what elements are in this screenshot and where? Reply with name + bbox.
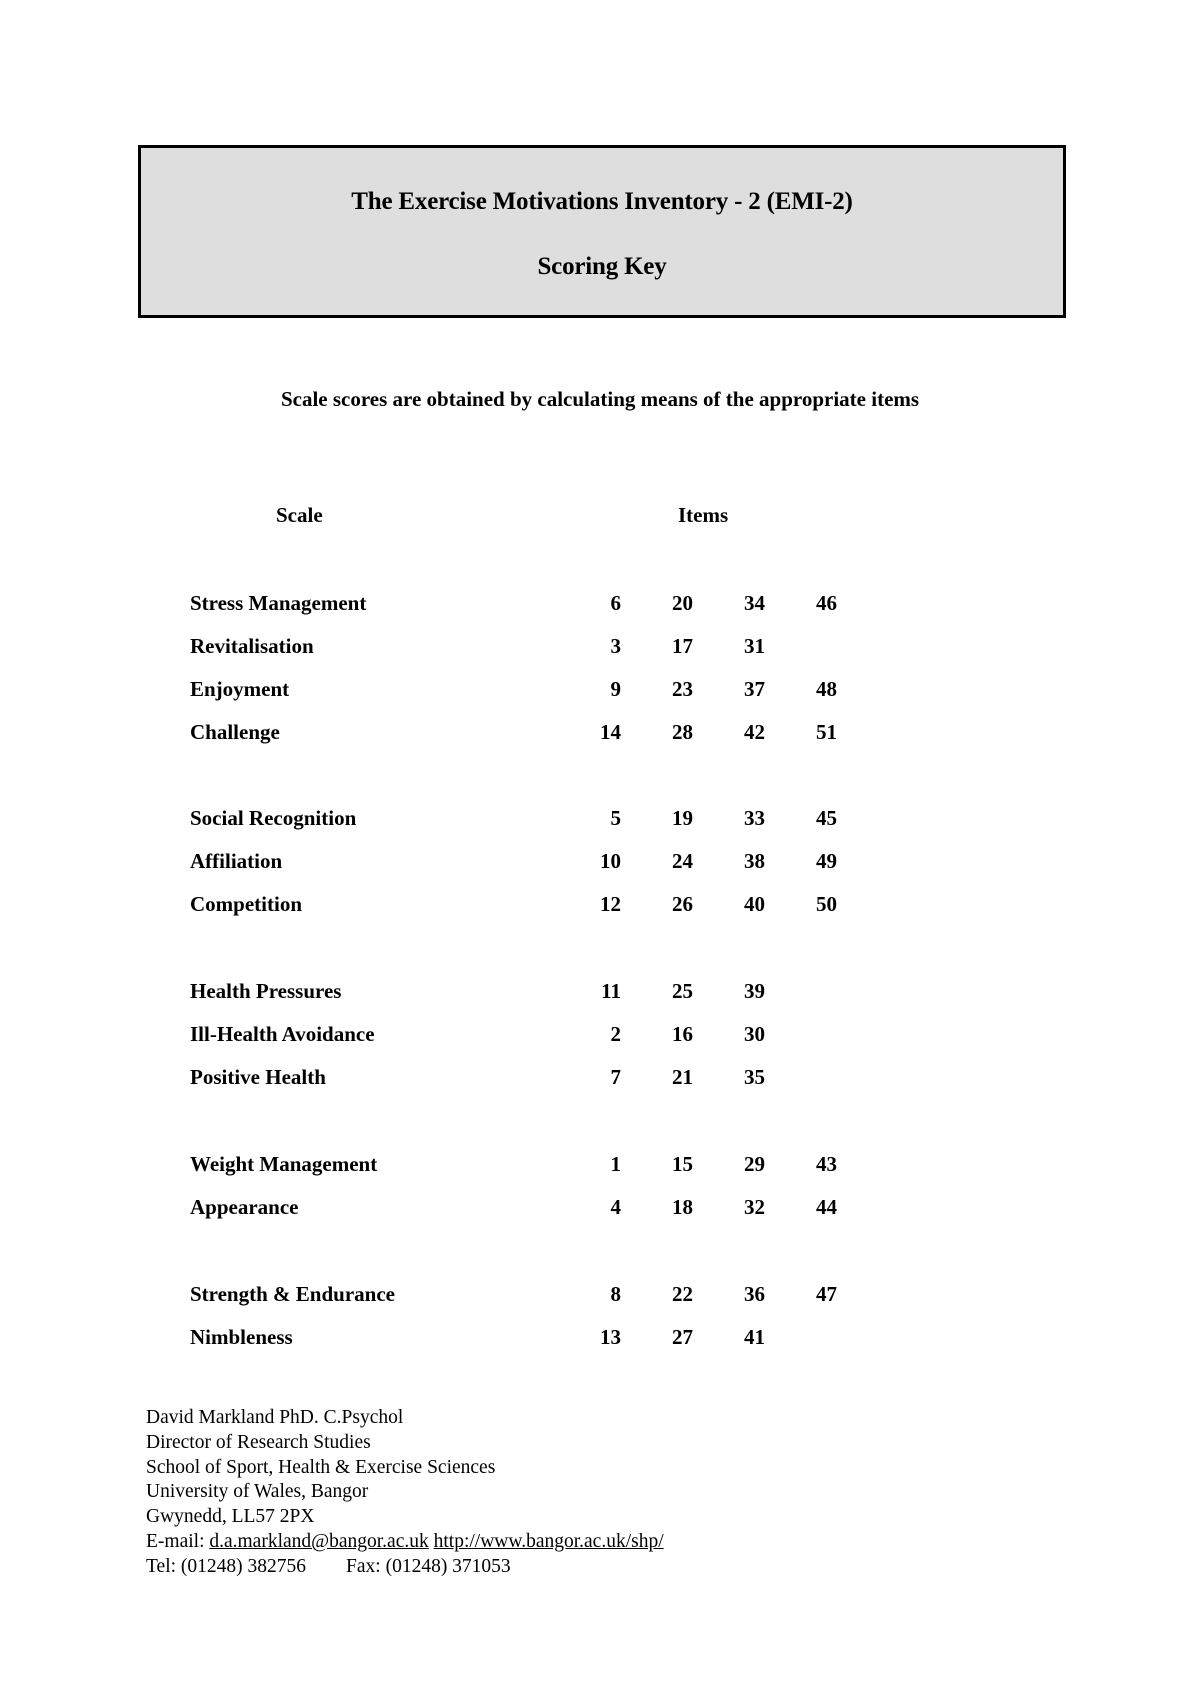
scale-name: Weight Management	[190, 1152, 378, 1176]
item-number: 19	[672, 806, 693, 830]
item-number: 6	[610, 591, 621, 615]
item-number: 11	[601, 979, 621, 1003]
table-row	[0, 1152, 1200, 1182]
item-number: 50	[816, 892, 837, 916]
item-number: 49	[816, 849, 837, 873]
item-number: 47	[816, 1282, 837, 1306]
item-number: 12	[600, 892, 621, 916]
scale-name: Social Recognition	[190, 806, 357, 830]
item-number: 34	[744, 591, 765, 615]
table-row	[0, 591, 1200, 621]
item-number: 4	[610, 1195, 621, 1219]
item-number: 9	[610, 677, 621, 701]
scale-name: Competition	[190, 892, 302, 916]
item-number: 29	[744, 1152, 765, 1176]
title-box	[138, 145, 1066, 318]
item-number: 38	[744, 849, 765, 873]
table-row	[0, 634, 1200, 664]
table-row	[0, 677, 1200, 707]
scale-name: Affiliation	[190, 849, 283, 873]
item-number: 15	[672, 1152, 693, 1176]
table-row	[0, 979, 1200, 1009]
item-number: 28	[672, 720, 693, 744]
item-number: 30	[744, 1022, 765, 1046]
item-number: 35	[744, 1065, 765, 1089]
item-number: 17	[672, 634, 693, 658]
scale-name: Enjoyment	[190, 677, 290, 701]
scale-name: Revitalisation	[190, 634, 314, 658]
item-number: 2	[610, 1022, 621, 1046]
item-number: 46	[816, 591, 837, 615]
scale-name: Nimbleness	[190, 1325, 293, 1349]
item-number: 43	[816, 1152, 837, 1176]
item-number: 18	[672, 1195, 693, 1219]
item-number: 23	[672, 677, 693, 701]
item-number: 26	[672, 892, 693, 916]
item-number: 39	[744, 979, 765, 1003]
scale-name: Challenge	[190, 720, 280, 744]
item-number: 13	[600, 1325, 621, 1349]
author-name: David Markland PhD. C.Psychol	[146, 1407, 404, 1428]
scale-name: Positive Health	[190, 1065, 326, 1089]
table-row	[0, 720, 1200, 750]
document-subtitle: Scoring Key	[537, 253, 667, 280]
scale-name: Appearance	[190, 1195, 299, 1219]
university-name: University of Wales, Bangor	[146, 1481, 369, 1503]
table-row	[0, 1195, 1200, 1225]
item-number: 40	[744, 892, 765, 916]
table-row	[0, 1282, 1200, 1312]
phone-line	[146, 1555, 664, 1580]
item-number: 31	[744, 634, 765, 658]
item-number: 42	[744, 720, 765, 744]
item-number: 32	[744, 1195, 765, 1219]
fax-number: Fax: (01248) 371053	[346, 1555, 511, 1577]
item-number: 33	[744, 806, 765, 830]
item-number: 20	[672, 591, 693, 615]
intro-text: Scale scores are obtained by calculating means of the appropriate items	[280, 387, 920, 411]
document-title: The Exercise Motivations Inventory - 2 (EMI-2)	[351, 188, 853, 215]
item-number: 44	[816, 1195, 837, 1219]
item-number: 5	[610, 806, 621, 830]
item-number: 16	[672, 1022, 693, 1046]
items-column-header: Items	[678, 503, 729, 527]
item-number: 22	[672, 1282, 693, 1306]
school-name: School of Sport, Health & Exercise Sciences	[146, 1456, 496, 1478]
scale-name: Stress Management	[190, 591, 367, 615]
item-number: 8	[610, 1282, 621, 1306]
author-role: Director of Research Studies	[146, 1431, 371, 1453]
tel-number: Tel: (01248) 382756	[146, 1555, 307, 1577]
postal-address: Gwynedd, LL57 2PX	[146, 1506, 315, 1528]
item-number: 41	[744, 1325, 765, 1349]
table-row	[0, 1022, 1200, 1052]
item-number: 7	[610, 1065, 621, 1089]
item-number: 24	[672, 849, 693, 873]
scale-name: Strength & Endurance	[190, 1282, 395, 1306]
table-row	[0, 1325, 1200, 1355]
item-number: 3	[610, 634, 621, 658]
table-row	[0, 892, 1200, 922]
email-link[interactable]: d.a.markland@bangor.ac.uk	[209, 1530, 429, 1552]
item-number: 1	[610, 1152, 621, 1176]
item-number: 25	[672, 979, 693, 1003]
item-number: 37	[744, 677, 765, 701]
item-number: 36	[744, 1282, 765, 1306]
scale-name: Health Pressures	[190, 979, 342, 1003]
email-line	[146, 1530, 664, 1555]
item-number: 51	[816, 720, 837, 744]
item-number: 14	[600, 720, 621, 744]
scale-name: Ill-Health Avoidance	[190, 1022, 375, 1046]
website-link[interactable]: http://www.bangor.ac.uk/shp/	[433, 1530, 664, 1552]
item-number: 10	[600, 849, 621, 873]
scale-column-header: Scale	[276, 503, 323, 527]
table-row	[0, 1065, 1200, 1095]
item-number: 45	[816, 806, 837, 830]
email-label: E-mail:	[146, 1530, 205, 1552]
table-row	[0, 849, 1200, 879]
item-number: 27	[672, 1325, 693, 1349]
table-row	[0, 806, 1200, 836]
item-number: 21	[672, 1065, 693, 1089]
item-number: 48	[816, 677, 837, 701]
contact-footer	[146, 1406, 664, 1580]
